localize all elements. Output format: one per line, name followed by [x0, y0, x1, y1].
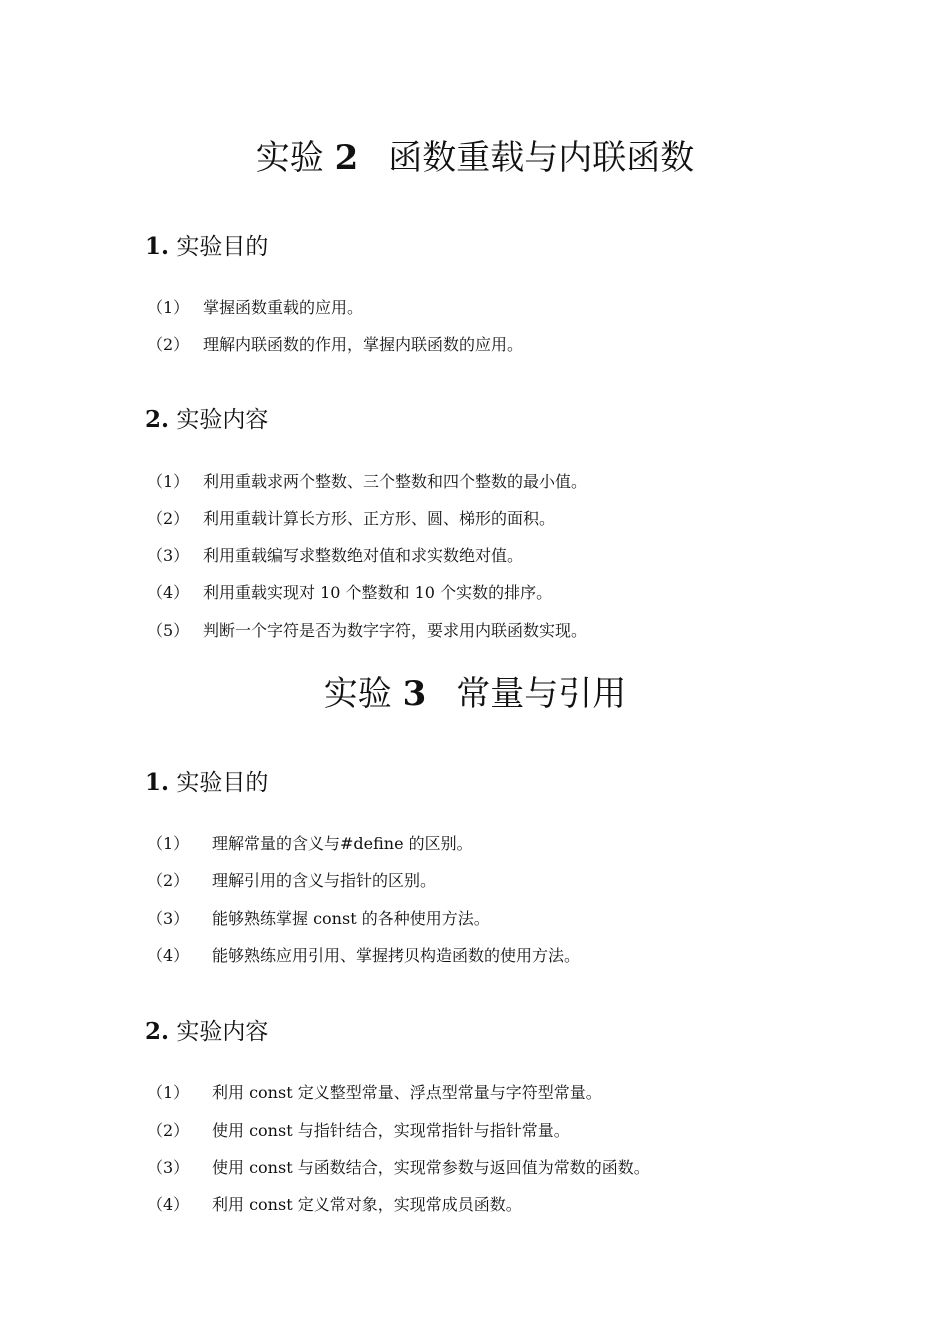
- experiment3-purpose-item-2: [147, 870, 436, 892]
- item-marker: （2）: [147, 509, 190, 528]
- section-number: 1.: [145, 769, 170, 796]
- item-marker: （4）: [147, 946, 190, 965]
- experiment2-content-item-5: [147, 620, 587, 642]
- section-heading-text: 实验目的: [176, 234, 269, 260]
- item-marker: （3）: [147, 909, 190, 928]
- item-text: 能够熟练应用引用、掌握拷贝构造函数的使用方法。: [212, 946, 581, 965]
- experiment3-purpose-item-4: [147, 945, 580, 967]
- section-number: 1.: [145, 233, 170, 260]
- section-heading-text: 实验目的: [176, 770, 269, 796]
- experiment2-purpose-item-2: [147, 334, 523, 356]
- item-marker: （1）: [147, 834, 190, 853]
- experiment2-title-prefix: 实验: [255, 138, 324, 178]
- item-marker: （3）: [147, 546, 190, 565]
- experiment2-purpose-item-1: [147, 297, 363, 319]
- item-marker: （2）: [147, 871, 190, 890]
- experiment3-content-item-4: [147, 1194, 522, 1216]
- experiment2-purpose-heading: [145, 232, 268, 262]
- experiment3-purpose-item-1: [147, 833, 473, 855]
- experiment3-purpose-heading: [145, 768, 268, 798]
- item-marker: （2）: [147, 335, 190, 354]
- experiment3-title: [0, 674, 950, 714]
- experiment2-content-item-3: [147, 545, 523, 567]
- item-marker: （1）: [147, 472, 190, 491]
- item-marker: （4）: [147, 583, 190, 602]
- experiment3-title-prefix: 实验: [323, 674, 392, 714]
- experiment3-content-item-1: [147, 1082, 602, 1104]
- experiment3-title-number: 3: [402, 674, 427, 714]
- experiment3-content-heading: [145, 1017, 268, 1047]
- section-heading-text: 实验内容: [176, 1019, 269, 1045]
- section-heading-text: 实验内容: [176, 407, 269, 433]
- item-text: 利用重载求两个整数、三个整数和四个整数的最小值。: [203, 472, 588, 491]
- item-marker: （1）: [147, 298, 190, 317]
- experiment3-content-item-2: [147, 1120, 570, 1142]
- experiment2-content-item-1: [147, 471, 587, 493]
- experiment2-title-number: 2: [334, 138, 359, 178]
- section-number: 2.: [145, 406, 170, 433]
- experiment2-content-heading: [145, 405, 268, 435]
- item-marker: （5）: [147, 621, 190, 640]
- item-marker: （1）: [147, 1083, 190, 1102]
- item-text: 掌握函数重载的应用。: [203, 298, 364, 317]
- item-text: 能够熟练掌握 const 的各种使用方法。: [212, 909, 490, 928]
- item-marker: （3）: [147, 1158, 190, 1177]
- item-marker: （4）: [147, 1195, 190, 1214]
- item-text: 利用 const 定义整型常量、浮点型常量与字符型常量。: [212, 1083, 602, 1102]
- item-text: 利用重载实现对 10 个整数和 10 个实数的排序。: [203, 583, 553, 602]
- experiment2-content-item-4: [147, 582, 552, 604]
- item-marker: （2）: [147, 1121, 190, 1140]
- item-text: 理解常量的含义与#define 的区别。: [212, 834, 473, 853]
- item-text: 使用 const 与指针结合，实现常指针与指针常量。: [212, 1121, 570, 1140]
- experiment2-content-item-2: [147, 508, 555, 530]
- item-text: 利用 const 定义常对象，实现常成员函数。: [212, 1195, 522, 1214]
- experiment2-title: [0, 138, 950, 178]
- experiment3-content-item-3: [147, 1157, 650, 1179]
- experiment2-title-text: 函数重载与内联函数: [388, 138, 695, 178]
- item-text: 理解内联函数的作用，掌握内联函数的应用。: [203, 335, 524, 354]
- item-text: 利用重载编写求整数绝对值和求实数绝对值。: [203, 546, 524, 565]
- item-text: 利用重载计算长方形、正方形、圆、梯形的面积。: [203, 509, 556, 528]
- experiment3-purpose-item-3: [147, 908, 490, 930]
- item-text: 判断一个字符是否为数字字符，要求用内联函数实现。: [203, 621, 588, 640]
- experiment3-title-text: 常量与引用: [456, 674, 627, 714]
- section-number: 2.: [145, 1018, 170, 1045]
- item-text: 使用 const 与函数结合，实现常参数与返回值为常数的函数。: [212, 1158, 650, 1177]
- item-text: 理解引用的含义与指针的区别。: [212, 871, 437, 890]
